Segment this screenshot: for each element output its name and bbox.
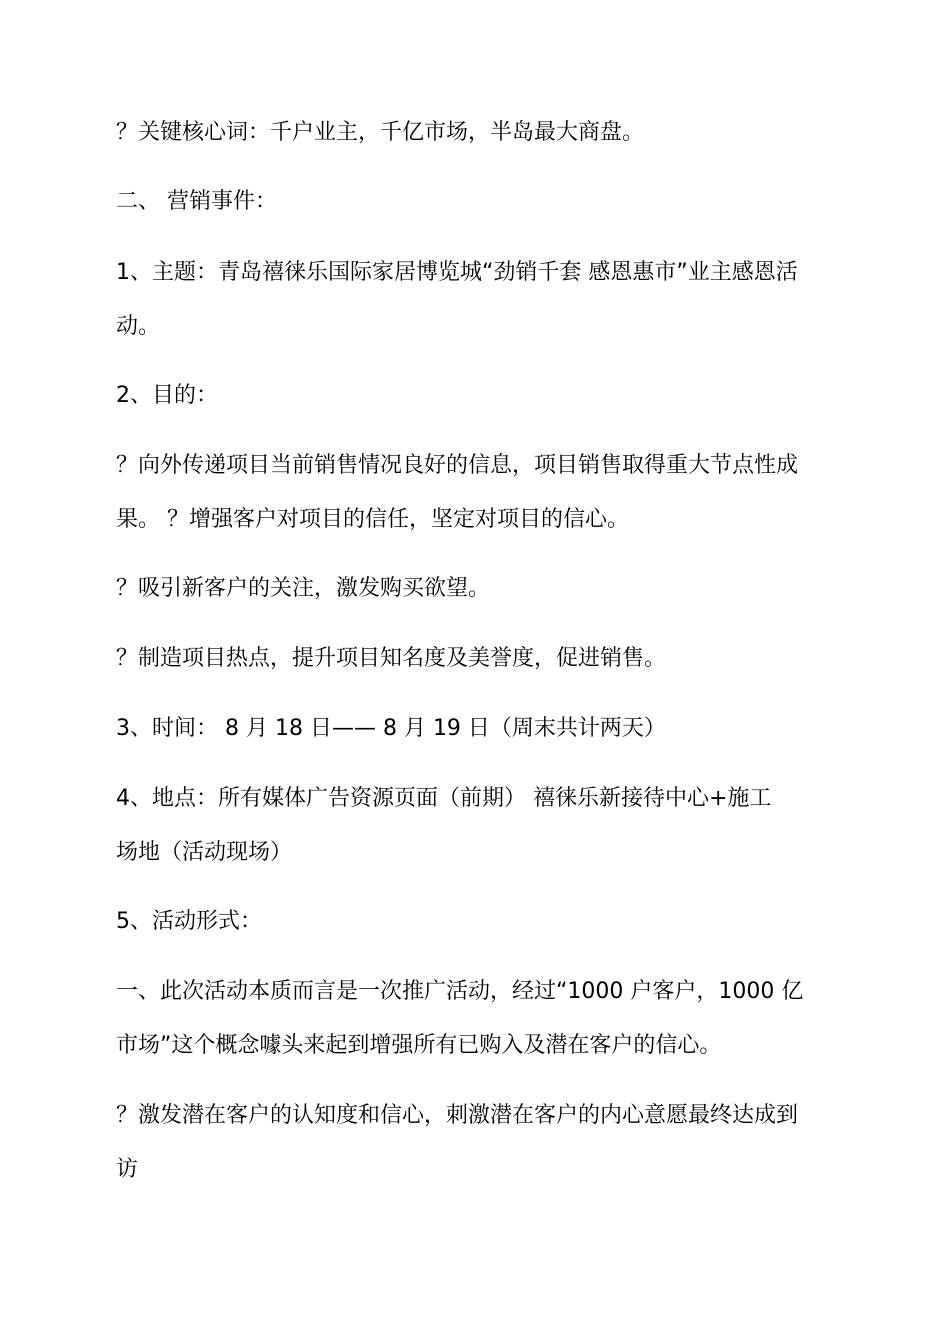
activity-form-item-2-continued: 访 — [116, 1157, 139, 1182]
location-line: 4、地点：所有媒体广告资源页面（前期） 禧徕乐新接待中心+施工 — [116, 786, 772, 811]
theme-line-continued: 动。 — [116, 314, 161, 339]
purpose-item-1-continued: 果。 ？增强客户对项目的信任，坚定对项目的信心。 — [116, 507, 629, 532]
section-heading-marketing-event: 二、 营销事件： — [116, 189, 277, 214]
keywords-line: ？关键核心词：千户业主，千亿市场，半岛最大商盘。 — [116, 120, 645, 145]
activity-form-item-1: 一、此次活动本质而言是一次推广活动，经过“1000 户客户，1000 亿 — [116, 979, 804, 1004]
purpose-item-3: ？吸引新客户的关注，激发购买欲望。 — [116, 576, 491, 601]
purpose-item-4: ？制造项目热点，提升项目知名度及美誉度，促进销售。 — [116, 646, 667, 671]
theme-line: 1、主题：青岛禧徕乐国际家居博览城“劲销千套 感恩惠市”业主感恩活 — [116, 260, 798, 285]
location-line-continued: 场地（活动现场） — [116, 840, 293, 865]
time-line: 3、时间： 8 月 18 日—— 8 月 19 日（周末共计两天） — [116, 716, 666, 741]
purpose-heading: 2、目的： — [116, 383, 218, 408]
activity-form-item-2: ？激发潜在客户的认知度和信心，刺激潜在客户的内心意愿最终达成到 — [116, 1103, 799, 1128]
purpose-item-1: ？向外传递项目当前销售情况良好的信息，项目销售取得重大节点性成 — [116, 453, 799, 478]
activity-form-heading: 5、活动形式： — [116, 909, 262, 934]
activity-form-item-1-continued: 市场”这个概念噱头来起到增强所有已购入及潜在客户的信心。 — [116, 1033, 722, 1058]
